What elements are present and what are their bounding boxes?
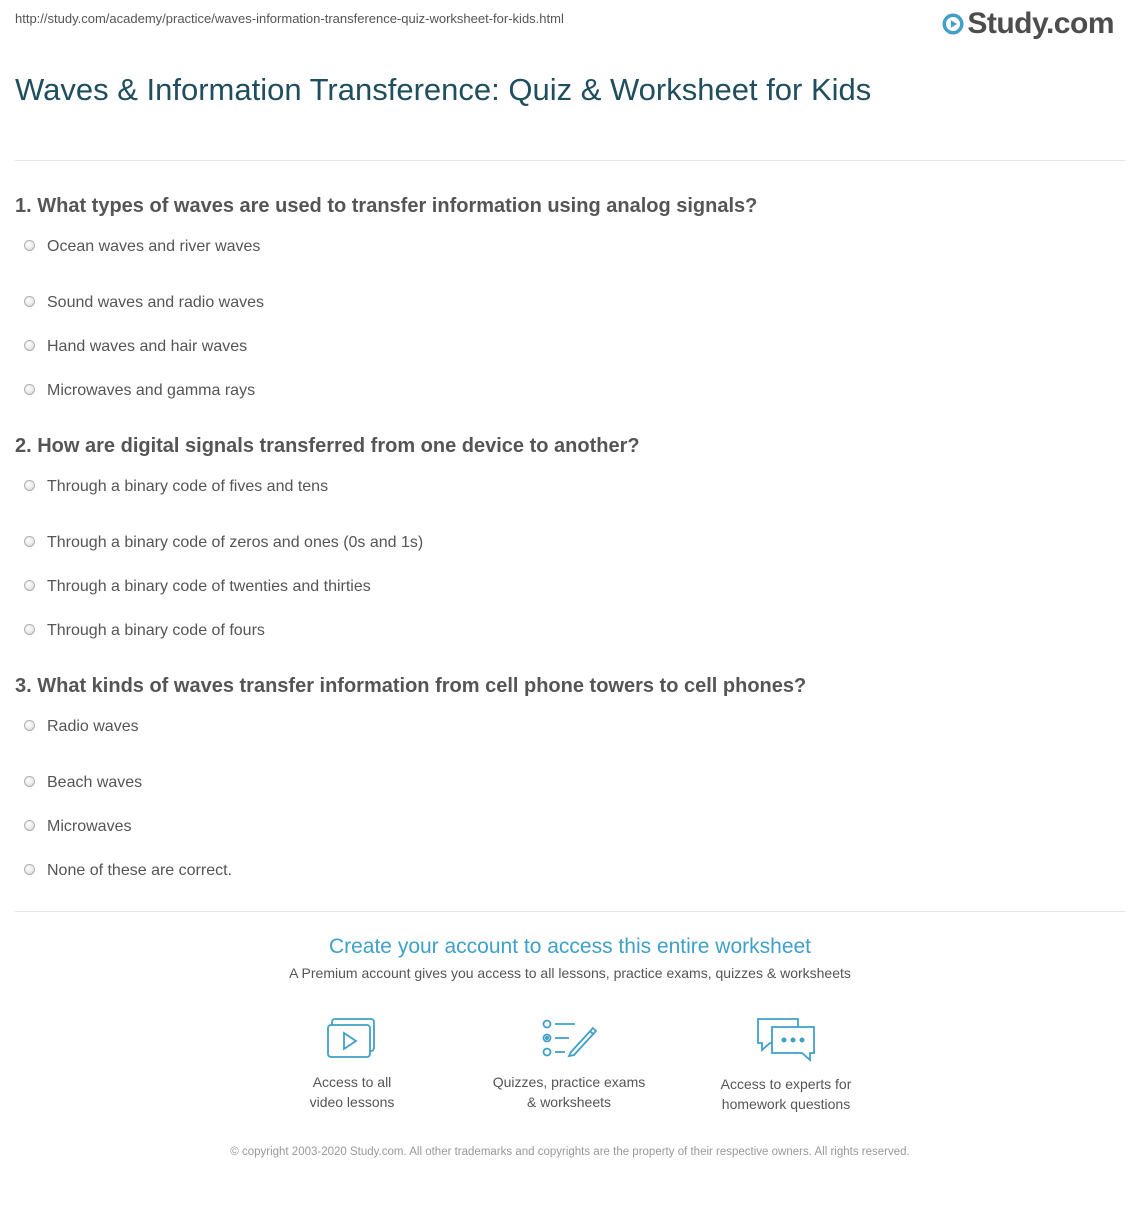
question-block-3: [15, 674, 1125, 893]
feature-label-line: homework questions: [721, 1096, 851, 1112]
radio-button[interactable]: [24, 240, 35, 251]
feature-label-line: video lessons: [309, 1094, 395, 1110]
feature-experts: [686, 1016, 886, 1114]
choice-label: Microwaves and gamma rays: [47, 382, 256, 399]
choice-label: Through a binary code of twenties and thirties: [47, 578, 371, 595]
choice-item[interactable]: [15, 521, 1125, 565]
choice-list: [15, 717, 1125, 893]
choice-item[interactable]: [15, 369, 1125, 413]
choice-item[interactable]: [15, 609, 1125, 653]
quiz-checklist-icon: [541, 1016, 597, 1060]
radio-button[interactable]: [24, 480, 35, 491]
choice-label: Through a binary code of zeros and ones (0s and 1s): [47, 534, 424, 551]
radio-button[interactable]: [24, 820, 35, 831]
radio-button[interactable]: [24, 776, 35, 787]
choice-label: Beach waves: [47, 774, 143, 791]
feature-video-lessons: [252, 1016, 452, 1112]
choice-item[interactable]: [15, 325, 1125, 369]
question-text: 3. What kinds of waves transfer information from cell phone towers to cell phones?: [15, 675, 807, 697]
radio-button[interactable]: [24, 340, 35, 351]
question-block-2: [15, 434, 1125, 653]
choice-item[interactable]: [15, 849, 1125, 893]
feature-label-line: Access to experts for: [720, 1076, 852, 1092]
choice-item[interactable]: [15, 761, 1125, 805]
choice-label: Through a binary code of fours: [47, 622, 265, 639]
choice-item[interactable]: [15, 281, 1125, 325]
choice-list: [15, 477, 1125, 653]
radio-button[interactable]: [24, 384, 35, 395]
choice-item[interactable]: [15, 805, 1125, 849]
radio-button[interactable]: [24, 720, 35, 731]
play-circle-icon: [941, 12, 965, 36]
choice-item[interactable]: [15, 237, 1125, 257]
feature-label-line: & worksheets: [526, 1094, 612, 1110]
choice-label: None of these are correct.: [47, 862, 232, 879]
radio-button[interactable]: [24, 536, 35, 547]
choice-item[interactable]: [15, 717, 1125, 737]
video-lessons-icon: [326, 1016, 378, 1060]
choice-label: Hand waves and hair waves: [47, 338, 248, 355]
page-url: http://study.com/academy/practice/waves-information-transference-quiz-worksheet-for-kids.html: [15, 11, 564, 26]
footer-copyright: © copyright 2003-2020 Study.com. All other trademarks and copyrights are the property of their respective owners. All rights reserved.: [230, 1146, 910, 1158]
radio-button[interactable]: [24, 580, 35, 591]
feature-label: [252, 1072, 452, 1112]
radio-button[interactable]: [24, 624, 35, 635]
cta-subtitle: A Premium account gives you access to all lessons, practice exams, quizzes & worksheets: [289, 965, 851, 981]
feature-label: [686, 1074, 886, 1114]
logo-text: Study.com: [967, 7, 1114, 40]
question-block-1: [15, 194, 1125, 413]
feature-quizzes: [469, 1016, 669, 1112]
choice-list: [15, 237, 1125, 413]
study-logo[interactable]: [941, 6, 1114, 42]
choice-label: Sound waves and radio waves: [47, 294, 265, 311]
choice-label: Ocean waves and river waves: [47, 238, 261, 255]
cta-divider: [15, 911, 1125, 912]
question-text: 1. What types of waves are used to transfer information using analog signals?: [15, 195, 758, 217]
feature-label-line: Access to all: [312, 1074, 392, 1090]
feature-label: [469, 1072, 669, 1112]
chat-bubbles-icon: [754, 1016, 818, 1062]
choice-label: Microwaves: [47, 818, 132, 835]
choice-item[interactable]: [15, 565, 1125, 609]
feature-label-line: Quizzes, practice exams: [492, 1074, 646, 1090]
page-title: Waves & Information Transference: Quiz & Worksheet for Kids: [15, 72, 872, 107]
radio-button[interactable]: [24, 864, 35, 875]
choice-label: Through a binary code of fives and tens: [47, 478, 329, 495]
question-text: 2. How are digital signals transferred from one device to another?: [15, 435, 640, 457]
cta-title-link[interactable]: Create your account to access this entire worksheet: [328, 935, 812, 958]
header-divider: [15, 160, 1125, 161]
choice-item[interactable]: [15, 477, 1125, 497]
radio-button[interactable]: [24, 296, 35, 307]
choice-label: Radio waves: [47, 718, 139, 735]
